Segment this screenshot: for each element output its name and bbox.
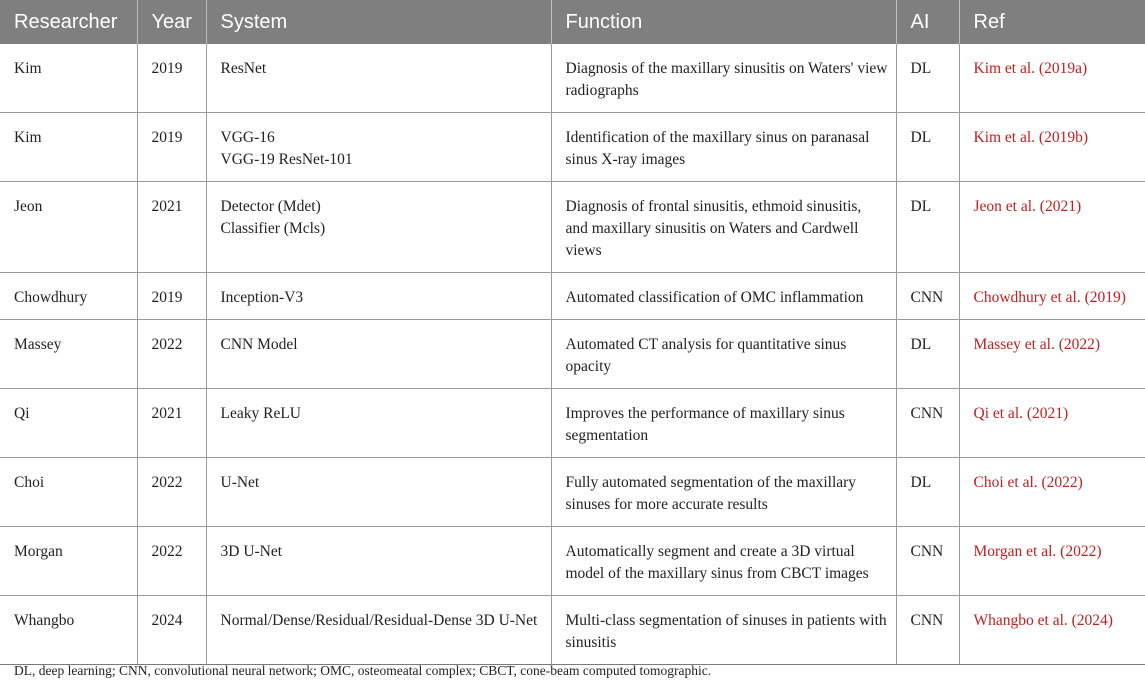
header-ai: AI: [896, 0, 959, 44]
cell-function: Automatically segment and create a 3D virtual model of the maxillary sinus from CBCT images: [551, 527, 896, 596]
cell-year: 2021: [137, 182, 206, 273]
header-function: Function: [551, 0, 896, 44]
header-row: [0, 0, 1145, 44]
cell-ai: DL: [896, 113, 959, 182]
cell-system: [206, 596, 551, 665]
cell-system: [206, 527, 551, 596]
table-header: [0, 0, 1145, 44]
cell-researcher: Kim: [0, 113, 137, 182]
cell-function: Identification of the maxillary sinus on paranasal sinus X-ray images: [551, 113, 896, 182]
cell-system: [206, 389, 551, 458]
cell-system: [206, 44, 551, 113]
table-row: [0, 320, 1145, 389]
cell-function: Automated CT analysis for quantitative sinus opacity: [551, 320, 896, 389]
cell-system: [206, 273, 551, 320]
table-footnote: DL, deep learning; CNN, convolutional neural network; OMC, osteomeatal complex; CBCT, cone-beam computed tomographic.: [14, 663, 712, 678]
table-body: [0, 44, 1145, 665]
cell-year: 2019: [137, 273, 206, 320]
reference-link[interactable]: Whangbo et al. (2024): [959, 596, 1145, 665]
system-line: Classifier (Mcls): [220, 220, 326, 237]
cell-researcher: Kim: [0, 44, 137, 113]
cell-researcher: Qi: [0, 389, 137, 458]
cell-researcher: Jeon: [0, 182, 137, 273]
cell-researcher: Whangbo: [0, 596, 137, 665]
system-line: Leaky ReLU: [220, 405, 301, 422]
table-row: [0, 389, 1145, 458]
cell-researcher: Massey: [0, 320, 137, 389]
system-line: U-Net: [220, 474, 260, 491]
table-row: [0, 527, 1145, 596]
header-system: System: [206, 0, 551, 44]
cell-system: [206, 113, 551, 182]
cell-system: [206, 320, 551, 389]
reference-link[interactable]: Jeon et al. (2021): [959, 182, 1145, 273]
reference-link[interactable]: Qi et al. (2021): [959, 389, 1145, 458]
cell-ai: CNN: [896, 389, 959, 458]
cell-year: 2022: [137, 527, 206, 596]
cell-researcher: Choi: [0, 458, 137, 527]
header-researcher: Researcher: [0, 0, 137, 44]
cell-system: [206, 458, 551, 527]
cell-ai: DL: [896, 458, 959, 527]
cell-function: Diagnosis of the maxillary sinusitis on Waters' view radiographs: [551, 44, 896, 113]
cell-researcher: Morgan: [0, 527, 137, 596]
cell-system: [206, 182, 551, 273]
cell-function: Multi-class segmentation of sinuses in patients with sinusitis: [551, 596, 896, 665]
cell-ai: DL: [896, 44, 959, 113]
cell-function: Improves the performance of maxillary sinus segmentation: [551, 389, 896, 458]
cell-ai: CNN: [896, 273, 959, 320]
system-line: ResNet: [220, 60, 267, 77]
cell-function: Fully automated segmentation of the maxillary sinuses for more accurate results: [551, 458, 896, 527]
system-line: CNN Model: [220, 336, 298, 353]
cell-year: 2019: [137, 44, 206, 113]
system-line: 3D U-Net: [220, 543, 283, 560]
system-line: VGG-16: [220, 129, 275, 146]
reference-link[interactable]: Choi et al. (2022): [959, 458, 1145, 527]
cell-ai: DL: [896, 182, 959, 273]
cell-year: 2019: [137, 113, 206, 182]
table-row: [0, 182, 1145, 273]
reference-link[interactable]: Kim et al. (2019a): [959, 44, 1145, 113]
header-ref: Ref: [959, 0, 1145, 44]
system-line: VGG-19 ResNet-101: [220, 151, 353, 168]
cell-year: 2022: [137, 458, 206, 527]
table-row: [0, 44, 1145, 113]
cell-year: 2021: [137, 389, 206, 458]
cell-function: Diagnosis of frontal sinusitis, ethmoid sinusitis, and maxillary sinusitis on Waters and Cardwell views: [551, 182, 896, 273]
system-line: Normal/Dense/Residual/Residual-Dense 3D U-Net: [220, 612, 538, 629]
header-year: Year: [137, 0, 206, 44]
cell-ai: DL: [896, 320, 959, 389]
reference-link[interactable]: Morgan et al. (2022): [959, 527, 1145, 596]
cell-researcher: Chowdhury: [0, 273, 137, 320]
cell-ai: CNN: [896, 596, 959, 665]
cell-ai: CNN: [896, 527, 959, 596]
reference-link[interactable]: Chowdhury et al. (2019): [959, 273, 1145, 320]
reference-link[interactable]: Massey et al. (2022): [959, 320, 1145, 389]
table-row: [0, 273, 1145, 320]
cell-function: Automated classification of OMC inflammation: [551, 273, 896, 320]
cell-year: 2024: [137, 596, 206, 665]
table-row: [0, 596, 1145, 665]
system-line: Detector (Mdet): [220, 198, 321, 215]
table-row: [0, 458, 1145, 527]
system-line: Inception-V3: [220, 289, 304, 306]
reference-link[interactable]: Kim et al. (2019b): [959, 113, 1145, 182]
cell-year: 2022: [137, 320, 206, 389]
table-row: [0, 113, 1145, 182]
